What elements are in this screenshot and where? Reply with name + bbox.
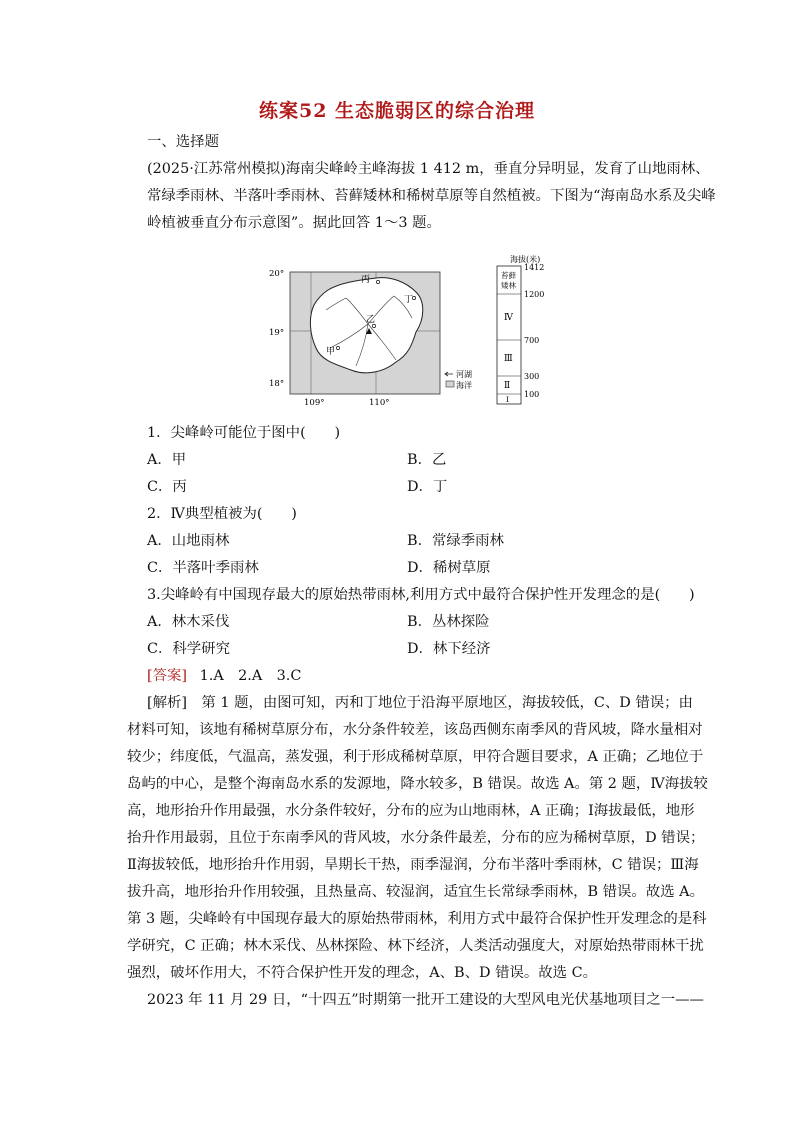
question-stem: 1．尖峰岭可能位于图中( ) <box>147 425 341 441</box>
place-label-yi: 乙 <box>366 315 376 325</box>
analysis-line: [解析] 第 1 题，由图可知，丙和丁地位于沿海平原地区，海拔较低，C、D 错误；由 <box>147 695 693 711</box>
analysis-line: 学研究，C 正确；林木采伐、丛林探险、林下经济，人类活动强度大，对原始热带雨林干扰 <box>127 938 704 954</box>
intro-line: 岭植被垂直分布示意图”。据此回答 1～3 题。 <box>147 215 441 231</box>
lon-label: 109° <box>304 398 325 408</box>
hainan-map-figure <box>266 260 490 410</box>
lat-label: 19° <box>269 328 285 338</box>
intro-line: (2025·江苏常州模拟)海南尖峰岭主峰海拔 1 412 m，垂直分异明显，发育了山地雨林、 <box>147 161 710 177</box>
analysis-line: 材料可知，该地有稀树草原分布，水分条件较差，该岛西侧东南季风的背风坡，降水量相对 <box>127 722 703 738</box>
question-stem: 3.尖峰岭有中国现存最大的原始热带雨林,利用方式中最符合保护性开发理念的是( ) <box>147 587 695 603</box>
zone-label: Ⅳ <box>504 313 513 323</box>
zone-label: 矮林 <box>501 281 516 290</box>
place-label-ding: 丁 <box>404 295 414 305</box>
option: B．常绿季雨林 <box>407 533 504 549</box>
option: C．丙 <box>147 479 187 495</box>
analysis-line: 较少；纬度低，气温高，蒸发强，利于形成稀树草原，甲符合题目要求，A 正确；乙地位于 <box>127 749 704 765</box>
analysis-line: 第 3 题，尖峰岭有中国现存最大的原始热带雨林，利用方式中最符合保护性开发理念的是科 <box>127 911 707 927</box>
tick-label: 100 <box>524 390 540 399</box>
river-legend-icon <box>445 372 453 376</box>
page-title: 练案52 生态脆弱区的综合治理 <box>258 100 536 122</box>
analysis-line: 强烈，破坏作用大，不符合保护性开发的理念，A、B、D 错误。故选 C。 <box>127 965 597 981</box>
legend-sea: 海洋 <box>456 381 472 390</box>
intro-line: 常绿季雨林、半落叶季雨林、苔藓矮林和稀树草原等自然植被。下图为“海南岛水系及尖峰 <box>147 188 716 204</box>
option: B．丛林探险 <box>407 614 490 630</box>
zone-label: Ⅲ <box>504 354 513 364</box>
option: D．丁 <box>407 479 448 495</box>
option: A．林木采伐 <box>147 614 230 630</box>
legend-river: 河湖 <box>456 370 472 379</box>
vegetation-column-figure <box>490 254 560 406</box>
question-stem: 2．Ⅳ典型植被为( ) <box>147 506 297 522</box>
answer-label: [答案] <box>147 668 188 684</box>
option: D．稀树草原 <box>407 560 491 576</box>
option: A．山地雨林 <box>147 533 230 549</box>
option: C．半落叶季雨林 <box>147 560 259 576</box>
option: D．林下经济 <box>407 641 491 657</box>
option: B．乙 <box>407 452 447 468</box>
lat-label: 20° <box>269 269 285 279</box>
tick-label: 700 <box>524 336 540 345</box>
answer-text: 1.A 2.A 3.C <box>199 668 302 684</box>
analysis-line: 拔升高，地形抬升作用较强，且热量高、较湿润，适宜生长常绿季雨林，B 错误。故选 A。 <box>127 884 704 900</box>
section-heading: 一、选择题 <box>147 134 219 150</box>
tick-label: 1200 <box>524 290 545 299</box>
place-label-bing: 丙 <box>361 275 371 285</box>
lon-label: 110° <box>369 398 390 408</box>
analysis-line: 抬升作用最弱，且位于东南季风的背风坡，水分条件最差，分布的应为稀树草原，D 错误； <box>127 830 705 846</box>
tick-label: 300 <box>524 372 540 381</box>
tick-label: 1412 <box>524 263 545 272</box>
zone-label: Ⅱ <box>504 381 511 391</box>
place-label-jia: 甲 <box>326 347 336 357</box>
answer-line <box>147 667 301 685</box>
sea-legend-icon <box>446 381 454 387</box>
analysis-line: 岛屿的中心，是整个海南岛水系的发源地，降水较多，B 错误。故选 A。第 2 题，Ⅳ海拔较 <box>127 776 708 792</box>
lat-label: 18° <box>269 379 285 389</box>
analysis-line: Ⅱ海拔较低，地形抬升作用弱，旱期长干热，雨季湿润，分布半落叶季雨林，C 错误；Ⅲ海 <box>127 857 699 873</box>
analysis-line: 高，地形抬升作用最强，水分条件较好，分布的应为山地雨林，A 正确；Ⅰ海拔最低，地形 <box>127 803 695 819</box>
axis-title: 海拔(米) <box>510 255 541 264</box>
zone-label: Ⅰ <box>506 395 509 404</box>
next-paragraph-line: 2023 年 11 月 29 日，“十四五”时期第一批开工建设的大型风电光伏基地项目之一—— <box>147 992 704 1008</box>
zone-label: 苔藓 <box>501 271 516 280</box>
option: A．甲 <box>147 452 187 468</box>
option: C．科学研究 <box>147 641 230 657</box>
